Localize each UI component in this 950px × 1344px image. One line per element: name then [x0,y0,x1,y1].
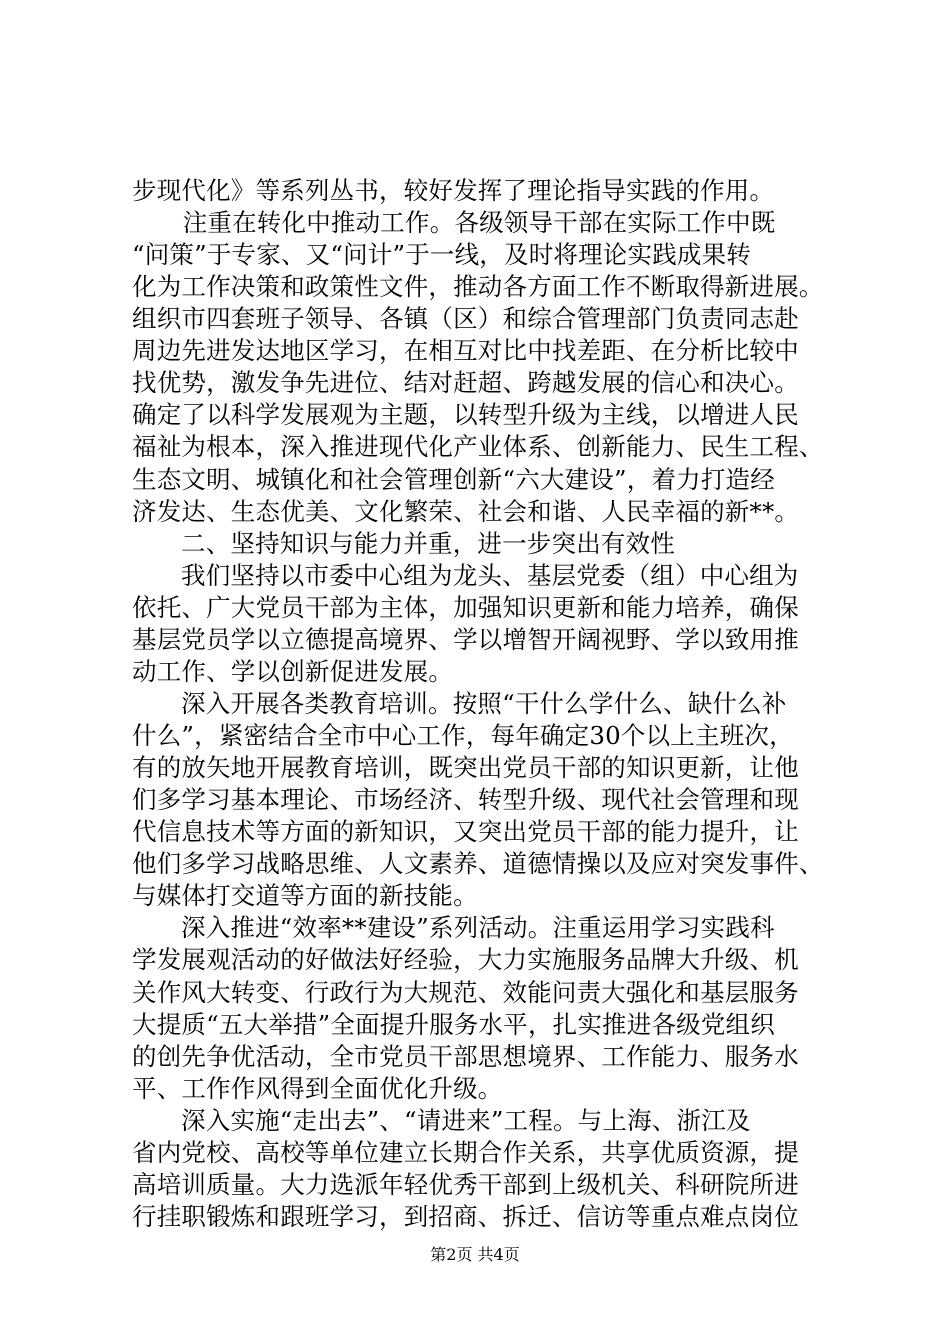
text-line: 我们坚持以市委中心组为龙头、基层党委（组）中心组为 [181,560,799,590]
text-line: 高培训质量。大力选派年轻优秀干部到上级机关、科研院所进 [132,1169,799,1199]
text-line: 确定了以科学发展观为主题，以转型升级为主线，以增进人民 [132,400,799,430]
text-line: 福祉为根本，深入推进现代化产业体系、创新能力、民生工程、 [132,432,824,462]
text-line: 注重在转化中推动工作。各级领导干部在实际工作中既 [158,208,776,238]
text-line: 动工作、学以创新促进发展。 [132,656,454,686]
section-heading: 二、坚持知识与能力并重，进一步突出有效性 [181,528,675,558]
text-line: 有的放矢地开展教育培训，既突出党员干部的知识更新，让他 [132,753,799,783]
text-line: 省内党校、高校等单位建立长期合作关系，共享优质资源，提 [132,1137,799,1167]
text-line: 组织市四套班子领导、各镇（区）和综合管理部门负责同志赴 [132,304,799,334]
page-footer: 第2页 共4页 [430,1245,520,1264]
text-line: 大提质“五大举措”全面提升服务水平，扎实推进各级党组织 [132,1009,775,1039]
text-line: 与媒体打交道等方面的新技能。 [132,881,478,911]
text-line: 生态文明、城镇化和社会管理创新“六大建设”，着力打造经 [132,464,775,494]
text-line: 步现代化》等系列丛书，较好发挥了理论指导实践的作用。 [132,176,775,205]
text-line: 深入推进“效率**建设”系列活动。注重运用学习实践科 [181,913,775,943]
text-line: 依托、广大党员干部为主体，加强知识更新和能力培养，确保 [132,592,799,622]
text-line: 济发达、生态优美、文化繁荣、社会和谐、人民幸福的新**。 [132,496,800,526]
text-line: 深入开展各类教育培训。按照“干什么学什么、缺什么补 [181,688,787,718]
text-line: 什么”，紧密结合全市中心工作，每年确定30个以上主班次， [132,721,794,751]
text-line: “问策”于专家、又“问计”于一线，及时将理论实践成果转 [132,240,751,270]
text-line: 化为工作决策和政策性文件，推动各方面工作不断取得新进展。 [132,272,824,302]
text-line: 行挂职锻炼和跟班学习，到招商、拆迁、信访等重点难点岗位 [132,1201,799,1231]
text-line: 代信息技术等方面的新知识，又突出党员干部的能力提升，让 [132,817,799,847]
text-line: 平、工作作风得到全面优化升级。 [132,1073,503,1103]
text-line: 他们多学习战略思维、人文素养、道德情操以及应对突发事件、 [132,849,824,879]
text-line: 学发展观活动的好做法好经验，大力实施服务品牌大升级、机 [132,945,799,975]
text-line: 找优势，激发争先进位、结对赶超、跨越发展的信心和决心。 [132,368,799,398]
text-line: 深入实施“走出去”、“请进来”工程。与上海、浙江及 [181,1105,751,1135]
text-line: 的创先争优活动，全市党员干部思想境界、工作能力、服务水 [132,1041,799,1071]
text-line: 们多学习基本理论、市场经济、转型升级、现代社会管理和现 [132,785,799,815]
text-line: 基层党员学以立德提高境界、学以增智开阔视野、学以致用推 [132,624,799,654]
text-line: 周边先进发达地区学习，在相互对比中找差距、在分析比较中 [132,336,799,366]
text-line: 关作风大转变、行政行为大规范、效能问责大强化和基层服务 [132,977,799,1007]
